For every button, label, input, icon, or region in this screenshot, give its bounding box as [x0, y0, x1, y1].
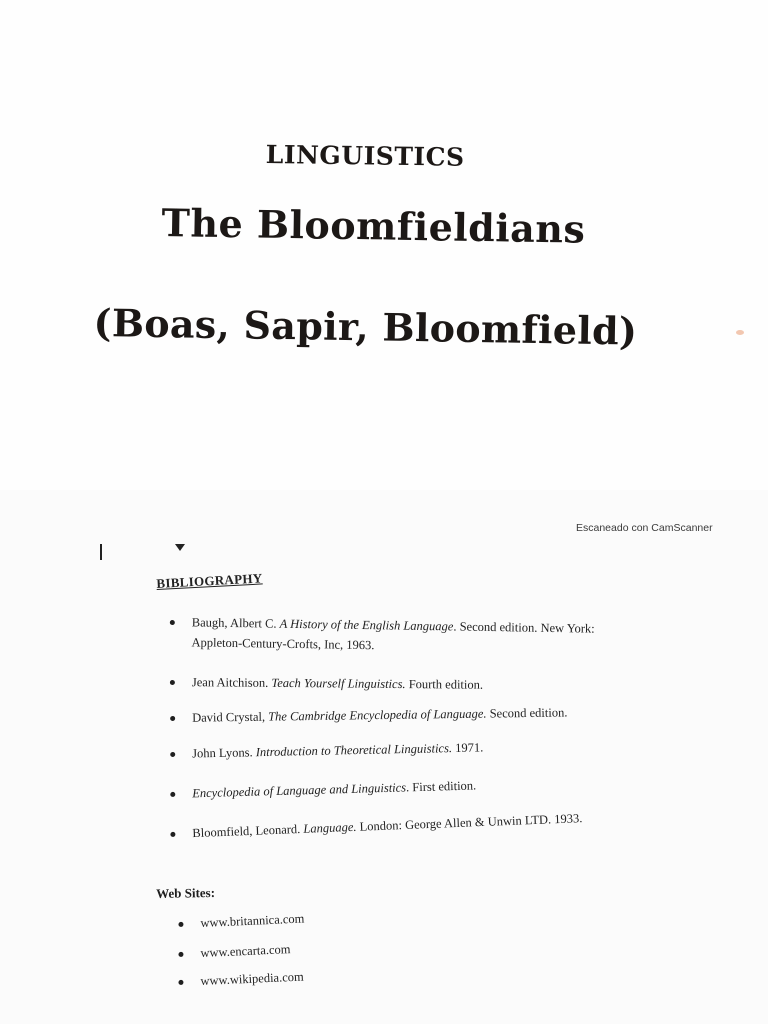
- entry-text: [192, 807, 610, 843]
- entry-details: London: George Allen & Unwin LTD. 1933.: [356, 811, 583, 834]
- entry-author: Jean Aitchison.: [191, 675, 272, 690]
- bullet-icon: [178, 922, 183, 927]
- web-site-url: www.encarta.com: [200, 942, 291, 961]
- scanner-watermark: Escaneado con CamScanner: [576, 522, 713, 534]
- document-title: The Bloomfieldians: [161, 200, 586, 252]
- entry-details: 1971.: [451, 740, 484, 756]
- document-subtitle: (Boas, Sapir, Bloomfield): [93, 300, 638, 354]
- entry-author: David Crystal,: [192, 709, 269, 725]
- entry-title: Language.: [303, 819, 357, 836]
- bibliography-entry: [170, 735, 610, 764]
- entry-text: [192, 702, 610, 728]
- scan-speck: [736, 330, 744, 335]
- entry-text: [192, 735, 610, 764]
- bibliography-page: [0, 490, 768, 1024]
- entry-details: . First edition.: [405, 778, 477, 795]
- entry-author: Bloomfield, Leonard.: [192, 821, 304, 841]
- bullet-icon: [170, 716, 175, 721]
- bullet-icon: [178, 980, 183, 985]
- entry-text: [191, 612, 610, 659]
- bibliography-entry: [170, 772, 610, 804]
- bibliography-entry: [170, 807, 610, 844]
- web-site-url: www.wikipedia.com: [200, 969, 304, 989]
- entry-details: . Second edition. New York: Appleton-Century-Crofts, Inc, 1963.: [191, 619, 595, 653]
- subject-heading: LINGUISTICS: [265, 140, 465, 172]
- web-site-url: www.britannica.com: [200, 911, 305, 931]
- entry-details: Second edition.: [486, 705, 568, 721]
- bullet-icon: [170, 832, 175, 837]
- web-site-item: [178, 963, 379, 992]
- scan-arrow-mark: [175, 544, 185, 551]
- entry-author: John Lyons.: [192, 745, 256, 761]
- web-site-item: [178, 935, 379, 964]
- entry-title: Introduction to Theoretical Linguistics.: [255, 741, 453, 760]
- title-page: [0, 0, 768, 490]
- bullet-icon: [170, 792, 175, 797]
- bibliography-entry: [170, 672, 610, 696]
- web-site-item: [178, 905, 379, 934]
- bibliography-entry: [169, 612, 610, 659]
- bullet-icon: [178, 952, 183, 957]
- entry-title: A History of the English Language: [279, 616, 454, 634]
- bullet-icon: [170, 752, 175, 757]
- bibliography-entry: [170, 702, 610, 728]
- entry-title: Encyclopedia of Language and Linguistics: [192, 780, 407, 801]
- bibliography-heading: BIBLIOGRAPHY: [156, 570, 263, 591]
- entry-title: Teach Yourself Linguistics.: [271, 675, 406, 692]
- entry-title: The Cambridge Encyclopedia of Language.: [268, 706, 487, 724]
- bullet-icon: [170, 620, 175, 625]
- entry-text: [192, 672, 610, 696]
- entry-author: Baugh, Albert C.: [191, 615, 280, 631]
- scan-corner-mark: [100, 544, 102, 560]
- web-sites-heading: Web Sites:: [156, 884, 216, 901]
- entry-details: Fourth edition.: [405, 677, 484, 692]
- bullet-icon: [170, 680, 175, 685]
- entry-text: [192, 772, 610, 804]
